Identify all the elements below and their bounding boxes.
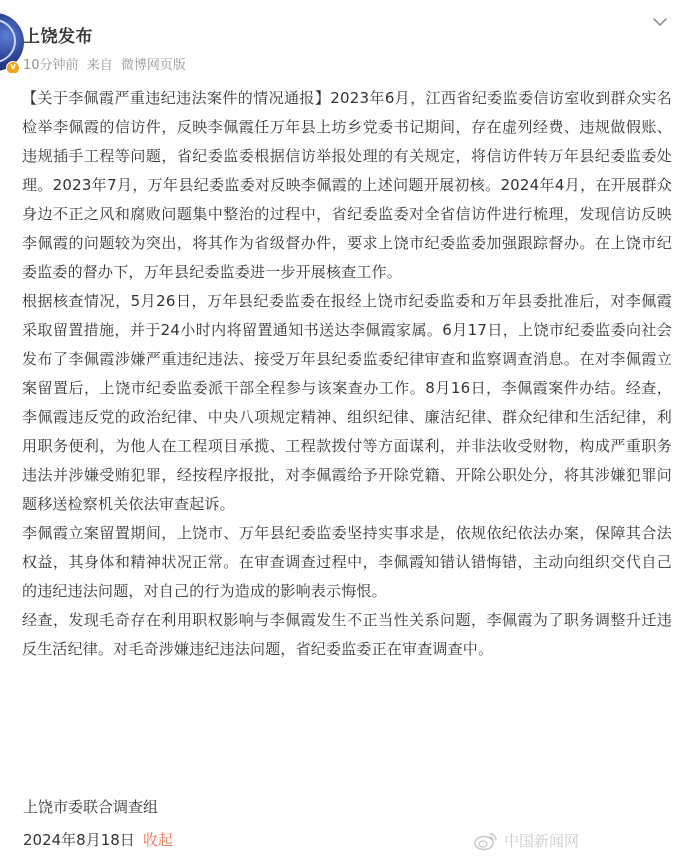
collapse-button[interactable]: 收起	[142, 831, 173, 849]
post-paragraph: 【关于李佩霞严重违纪违法案件的情况通报】2023年6月，江西省纪委监委信访室收到群众实名检举李佩霞的信访件，反映李佩霞任万年县上坊乡党委书记期间，存在虚列经费、违规做假账、违规插手工程等问题，省纪委监委根据信访举报处理的有关规定，将信访件转万年县纪委监委处理。2023年7月，万年县纪委监委对反映李佩霞的上述问题开展初核。2024年4月，在开展群众身边不正之风和腐败问题集中整治的过程中，省纪委监委对全省信访件进行梳理，发现信访反映李佩霞的问题较为突出，将其作为省级督办件，要求上饶市纪委监委加强跟踪督办。在上饶市纪委监委的督办下，万年县纪委监委进一步开展核查工作。	[22, 89, 672, 281]
post-header	[0, 0, 691, 84]
post-source[interactable]: 微博网页版	[120, 58, 186, 73]
post-paragraph: 李佩霞立案留置期间，上饶市、万年县纪委监委坚持实事求是，依规依纪依法办案，保障其合法权益，其身体和精神状况正常。在审查调查过程中，李佩霞知错认错悔错，主动向组织交代自己的违纪违法问题，对自己的行为造成的影响表示悔恨。	[22, 524, 672, 600]
post-date: 2024年8月18日	[23, 831, 135, 849]
post-meta	[23, 54, 186, 73]
post-date-line	[23, 826, 173, 855]
watermark-text: 中国新闻网	[504, 832, 580, 850]
post-paragraph: 根据核查情况，5月26日，万年县纪委监委在报经上饶市纪委监委和万年县委批准后，对李佩霞采取留置措施，并于24小时内将留置通知书送达李佩霞家属。6月17日，上饶市纪委监委向社会发布了李佩霞涉嫌严重违纪违法、接受万年县纪委监委纪律审查和监察调查消息。在对李佩霞立案留置后，上饶市纪委监委派干部全程参与该案查办工作。8月16日，李佩霞案件办结。经查，李佩霞违反党的政治纪律、中央八项规定精神、组织纪律、廉洁纪律、群众纪律和生活纪律，利用职务便利，为他人在工程项目承揽、工程款拨付等方面谋利，并非法收受财物，构成严重职务违法并涉嫌受贿犯罪，经按程序报批，对李佩霞给予开除党籍、开除公职处分，将其涉嫌犯罪问题移送检察机关依法审查起诉。	[22, 292, 672, 513]
avatar[interactable]	[0, 13, 24, 73]
verified-badge-icon: v	[6, 61, 20, 73]
account-name[interactable]: 上饶发布	[23, 27, 93, 47]
chevron-down-icon[interactable]	[652, 16, 668, 28]
source-prefix: 来自	[86, 58, 113, 73]
post-time[interactable]: 10分钟前	[23, 58, 79, 73]
post-paragraph: 经查，发现毛奇存在利用职权影响与李佩霞发生不正当性关系问题，李佩霞为了职务调整升迁违反生活纪律。对毛奇涉嫌违纪违法问题，省纪委监委正在审查调查中。	[22, 611, 672, 658]
watermark	[474, 828, 579, 854]
post-content	[22, 84, 672, 664]
post-signature: 上饶市委联合调查组	[23, 798, 159, 816]
weibo-logo-icon	[474, 831, 498, 851]
